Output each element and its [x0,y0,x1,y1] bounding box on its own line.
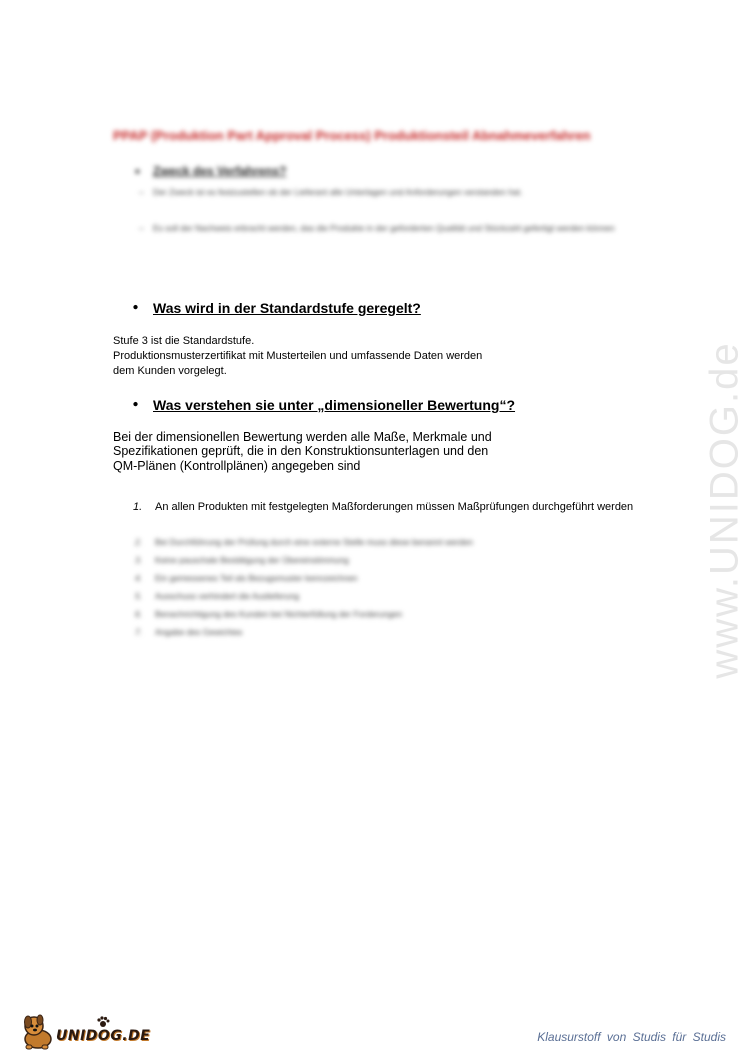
list-item-text: Angabe des Gewichtes [155,627,243,637]
section-heading-standard-level: Was wird in der Standardstufe geregelt? [153,300,421,316]
list-item-number: 5. [135,591,143,601]
list-item [135,534,635,550]
list-item [135,552,635,568]
list-item-text: Benachrichtigung des Kunden bei Nichterfüllung der Forderungen [155,609,403,619]
section-heading-purpose: • Zweck des Verfahrens? [153,164,286,178]
purpose-item-2: – Es soll der Nachweis erbracht werden, das die Produkte in der geforderten Qualität und Stückzahl gefertigt werden können [153,219,623,237]
list-item [135,570,635,586]
list-item-number: 4. [135,573,143,583]
list-item-text: Bei Durchführung der Prüfung durch eine externe Stelle muss diese benannt werden [155,537,473,547]
list-item-number: 6. [135,609,143,619]
bullet-icon: • [130,298,142,317]
watermark-text: www.UNIDOG.de [702,341,747,679]
paw-icon [96,1015,110,1029]
purpose-item-1: – Der Zweck ist es festzustellen ob der Lieferant alle Unterlagen und Anforderungen verstanden hat. [153,183,623,201]
section-heading-dimensional-evaluation: Was verstehen sie unter „dimensioneller Bewertung“? [153,397,516,413]
list-item-text: Keine pauschale Bestätigung der Übereinstimmung [155,555,349,565]
standard-level-line-2: Produktionsmusterzertifikat mit Musterteilen und umfassende Daten werden [113,350,483,362]
watermark [702,285,747,735]
unidog-logo[interactable] [22,1013,152,1051]
list-item-number: 3. [135,555,143,565]
list-item [135,588,635,604]
dimensional-line-1: Bei der dimensionellen Bewertung werden alle Maße, Merkmale und [113,430,492,444]
list-item [133,499,635,516]
list-item-number: 7. [135,627,143,637]
list-item-text: Ein gemessenes Teil als Bezugsmuster kennzeichnen [155,573,358,583]
list-item [135,624,635,640]
list-item-number: 1. [133,501,143,513]
bullet-icon: • [130,395,142,414]
list-item-number: 2. [135,537,143,547]
standard-level-line-1: Stufe 3 ist die Standardstufe. [113,335,255,347]
logo-text: UNIDOG.DE [56,1028,151,1044]
standard-level-line-3: dem Kunden vorgelegt. [113,365,227,377]
dimensional-line-2: Spezifikationen geprüft, die in den Konstruktionsunterlagen und den [113,444,489,458]
list-item [135,606,635,622]
dimensional-line-3: QM-Plänen (Kontrollplänen) angegeben sind [113,459,361,473]
list-item-text: Ausschuss verhindert die Auslieferung [155,591,300,601]
document-title: PPAP (Produktion Part Approval Process) Produktionsteil Abnahmeverfahren [113,128,591,143]
footer-tagline: Klausurstoff von Studis für Studis [537,1030,726,1044]
list-item-text: An allen Produkten mit festgelegten Maßforderungen müssen Maßprüfungen durchgeführt werden [155,501,634,513]
